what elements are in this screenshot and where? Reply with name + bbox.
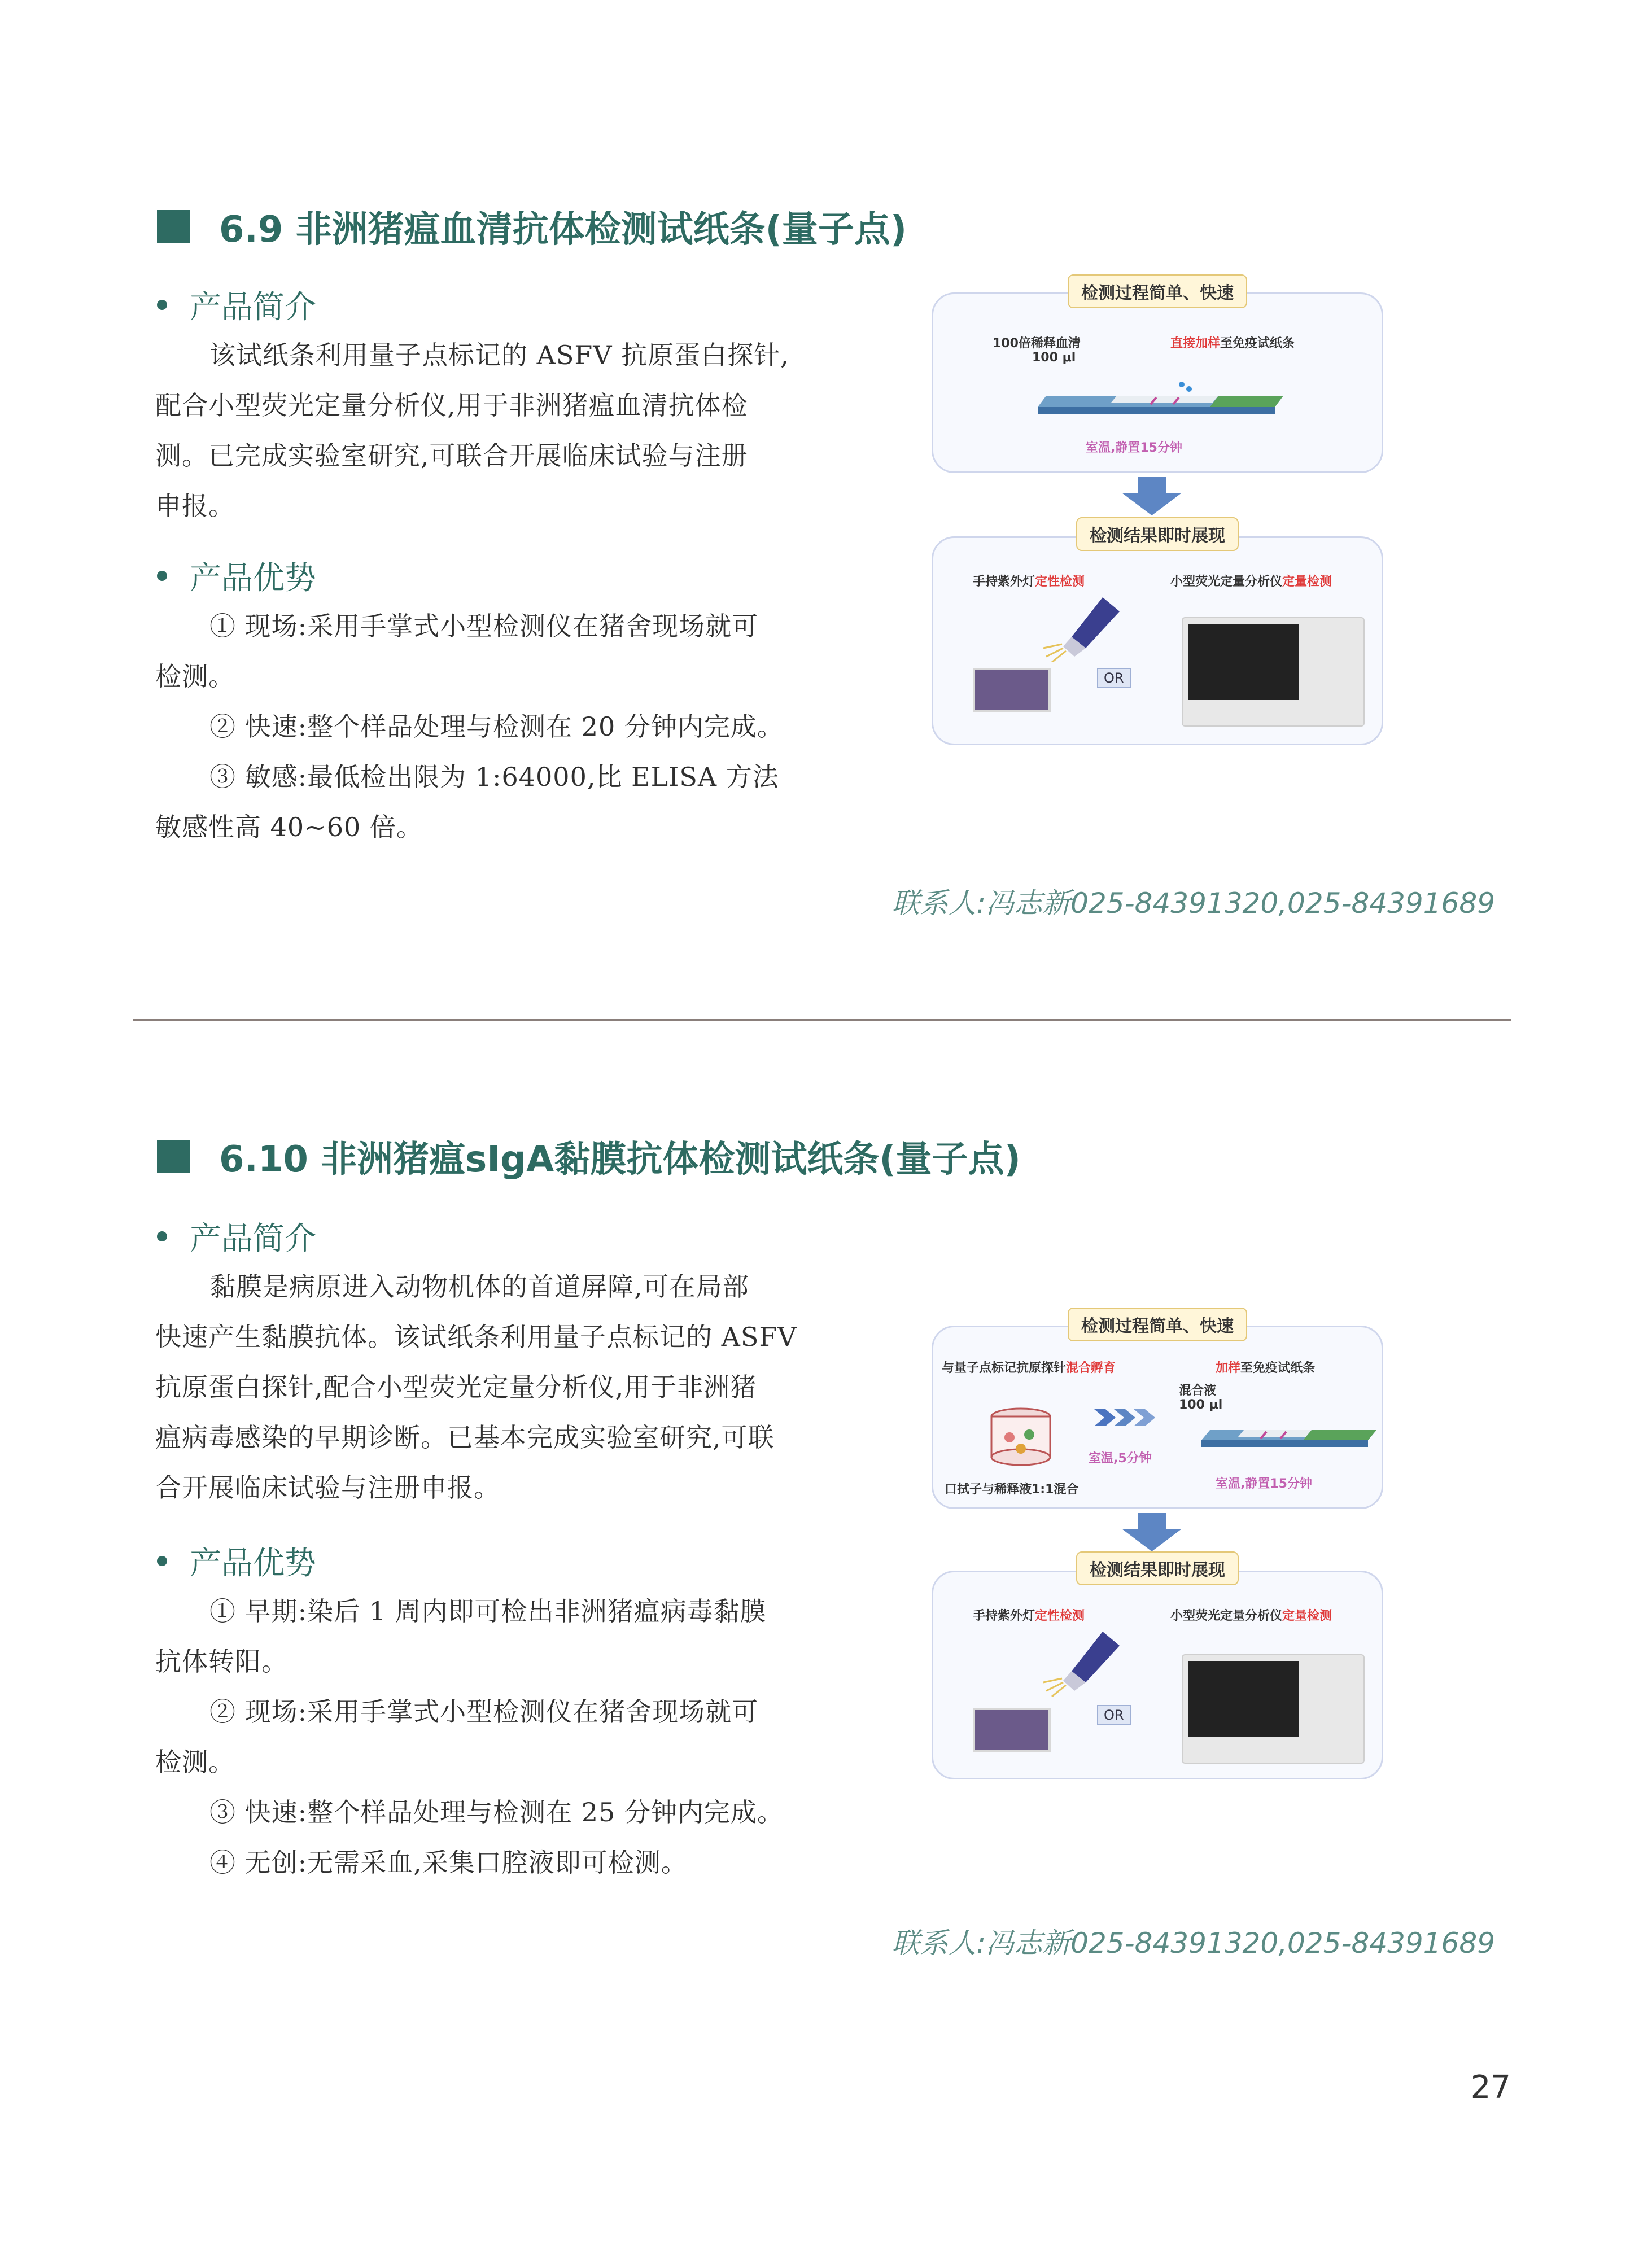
- section-marker-icon: [157, 1140, 190, 1173]
- swab-label: 口拭子与稀释液1:1混合: [945, 1483, 1079, 1497]
- bullet-icon: [157, 300, 167, 310]
- process-panel: [932, 1326, 1383, 1509]
- result-title: 检测结果即时展现: [1076, 517, 1239, 551]
- analyzer-screen: [1188, 624, 1299, 700]
- uv-label: 手持紫外灯定性检测: [973, 575, 1085, 589]
- intro-paragraph: 黏膜是病原进入动物机体的首道屏障,可在局部 快速产生黏膜抗体。该试纸条利用量子点标记的 ASFV 抗原蛋白探针,配合小型荧光定量分析仪,用于非洲猪 瘟病毒感染的早期诊断。已基本完成实验室研究,可联 合开展临床试验与注册申报。: [155, 1271, 797, 1503]
- bullet-icon: [157, 1231, 167, 1241]
- fluor-label: 小型荧光定量分析仪定量检测: [1170, 1609, 1332, 1623]
- arrow-down-icon: [1121, 477, 1183, 517]
- room-temp-label: 室温,静置15分钟: [1216, 1477, 1312, 1491]
- volume-label: 100 μl: [1032, 351, 1076, 365]
- add-label: 加样至免疫试纸条: [1216, 1361, 1316, 1375]
- detection-diagram: [932, 271, 1383, 748]
- contact-info: 联系人:冯志新025-84391320,025-84391689: [891, 1927, 1495, 1960]
- advantages-heading: 产品优势: [157, 1538, 316, 1584]
- fluorescence-analyzer-image: [1182, 617, 1365, 727]
- process-panel: [932, 292, 1383, 473]
- advantages-heading: 产品优势: [157, 553, 316, 598]
- result-title: 检测结果即时展现: [1076, 1551, 1239, 1585]
- direct-add-label: 直接加样至免疫试纸条: [1170, 336, 1295, 351]
- detection-diagram: [932, 1304, 1383, 1781]
- strip-result-image: [973, 1708, 1051, 1752]
- fluor-label: 小型荧光定量分析仪定量检测: [1170, 575, 1332, 589]
- uv-lamp-icon: [1041, 594, 1125, 662]
- advantages-paragraph: ① 早期:染后 1 周内即可检出非洲猪瘟病毒黏膜 抗体转阳。 ② 现场:采用手掌式小型检测仪在猪舍现场就可 检测。 ③ 快速:整个样品处理与检测在 25 分钟内完成。 ④ 无创:无需采血,采集口腔液即可检测。: [155, 1596, 784, 1878]
- room-temp-label: 室温,静置15分钟: [1086, 441, 1182, 455]
- test-strip-icon: [1199, 1418, 1379, 1451]
- mix-label: 混合液: [1179, 1384, 1217, 1398]
- uv-label: 手持紫外灯定性检测: [973, 1609, 1085, 1623]
- test-strip-icon: [1032, 373, 1286, 418]
- dilution-label: 100倍稀释血清: [993, 336, 1081, 351]
- section-marker-icon: [157, 210, 190, 243]
- room-temp-label: 室温,5分钟: [1089, 1451, 1152, 1466]
- bullet-icon: [157, 1556, 167, 1566]
- section-title-text: 6.9 非洲猪瘟血清抗体检测试纸条(量子点): [219, 209, 907, 251]
- fluorescence-analyzer-image: [1182, 1654, 1365, 1764]
- section-divider: [133, 1019, 1511, 1021]
- sample-tube-icon: [987, 1406, 1055, 1468]
- volume-label: 100 μl: [1179, 1398, 1223, 1412]
- or-badge: OR: [1097, 1705, 1131, 1725]
- intro-paragraph: 该试纸条利用量子点标记的 ASFV 抗原蛋白探针, 配合小型荧光定量分析仪,用于非洲猪瘟血清抗体检 测。已完成实验室研究,可联合开展临床试验与注册 申报。: [155, 340, 789, 521]
- process-title: 检测过程简单、快速: [1068, 1308, 1247, 1341]
- page-number: 27: [1470, 2069, 1511, 2106]
- section-title: [157, 200, 907, 252]
- intro-heading: 产品简介: [157, 282, 316, 327]
- analyzer-screen: [1188, 1661, 1299, 1737]
- process-title: 检测过程简单、快速: [1068, 274, 1247, 308]
- probe-label: 与量子点标记抗原探针混合孵育: [942, 1361, 1116, 1375]
- uv-lamp-icon: [1041, 1629, 1125, 1697]
- bullet-icon: [157, 571, 167, 581]
- contact-info: 联系人:冯志新025-84391320,025-84391689: [891, 887, 1495, 920]
- section-title-text: 6.10 非洲猪瘟sIgA黏膜抗体检测试纸条(量子点): [219, 1139, 1021, 1180]
- result-panel: [932, 1571, 1383, 1779]
- advantages-paragraph: ① 现场:采用手掌式小型检测仪在猪舍现场就可 检测。 ② 快速:整个样品处理与检测在 20 分钟内完成。 ③ 敏感:最低检出限为 1:64000,比 ELISA 方法 敏感性高 40~60 倍。: [155, 611, 784, 842]
- strip-result-image: [973, 668, 1051, 712]
- chevron-right-icon: [1094, 1406, 1156, 1429]
- or-badge: OR: [1097, 668, 1131, 688]
- arrow-down-icon: [1121, 1513, 1183, 1553]
- intro-heading: 产品简介: [157, 1214, 316, 1259]
- result-panel: [932, 536, 1383, 745]
- section-title: [157, 1130, 1021, 1182]
